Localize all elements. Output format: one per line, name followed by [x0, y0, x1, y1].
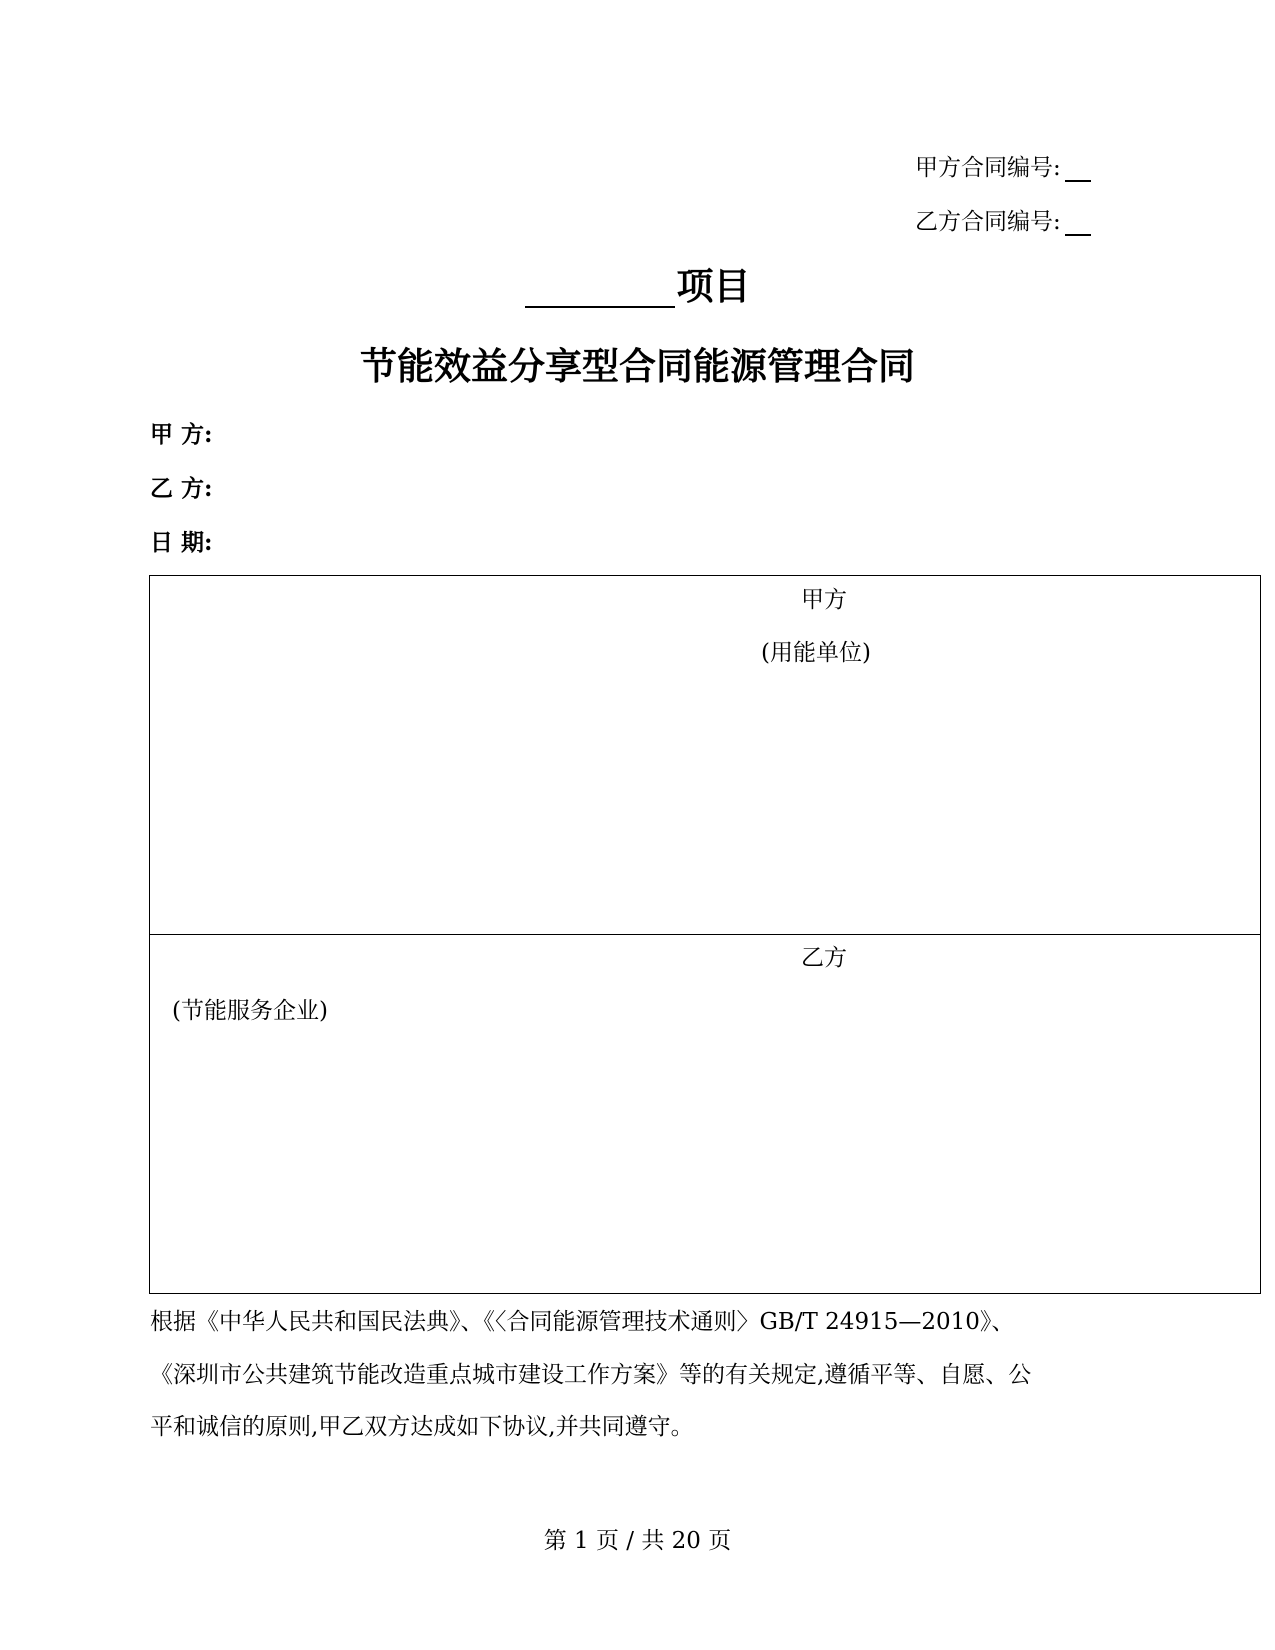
party-a-contract-number: [915, 154, 1091, 182]
preamble-line: 《深圳市公共建筑节能改造重点城市建设工作方案》等的有关规定,遵循平等、自愿、公: [150, 1361, 1032, 1388]
contract-title: 节能效益分享型合同能源管理合同: [360, 344, 915, 388]
party-b-box-title: 乙方: [801, 945, 847, 971]
project-title: [0, 264, 1275, 308]
preamble-line: 根据《中华人民共和国民法典》、《〈合同能源管理技术通则〉GB/T 24915—2010》、: [150, 1309, 1015, 1335]
page-number-footer: 第 1 页 / 共 20 页: [543, 1528, 732, 1554]
party-b-contract-number-blank[interactable]: [1065, 212, 1091, 236]
project-name-blank[interactable]: [525, 272, 675, 308]
party-b-signature-box: [149, 934, 1261, 1294]
party-a-contract-number-blank[interactable]: [1065, 158, 1091, 182]
preamble-line: 平和诚信的原则,甲乙双方达成如下协议,并共同遵守。: [150, 1414, 694, 1440]
party-a-label: 甲 方:: [150, 421, 213, 448]
party-a-box-title: 甲方: [801, 587, 847, 613]
party-b-contract-number: [915, 208, 1091, 236]
date-label: 日 期:: [150, 529, 213, 556]
party-a-contract-number-label: 甲方合同编号:: [915, 155, 1061, 181]
party-b-label: 乙 方:: [150, 475, 213, 502]
party-a-box-subtitle: (用能单位): [761, 640, 871, 666]
project-title-suffix: 项目: [676, 264, 751, 308]
party-b-box-subtitle: (节能服务企业): [172, 998, 328, 1024]
preamble-paragraph: [150, 1296, 1135, 1454]
party-b-contract-number-label: 乙方合同编号:: [915, 209, 1061, 235]
party-a-signature-box: [149, 575, 1261, 935]
